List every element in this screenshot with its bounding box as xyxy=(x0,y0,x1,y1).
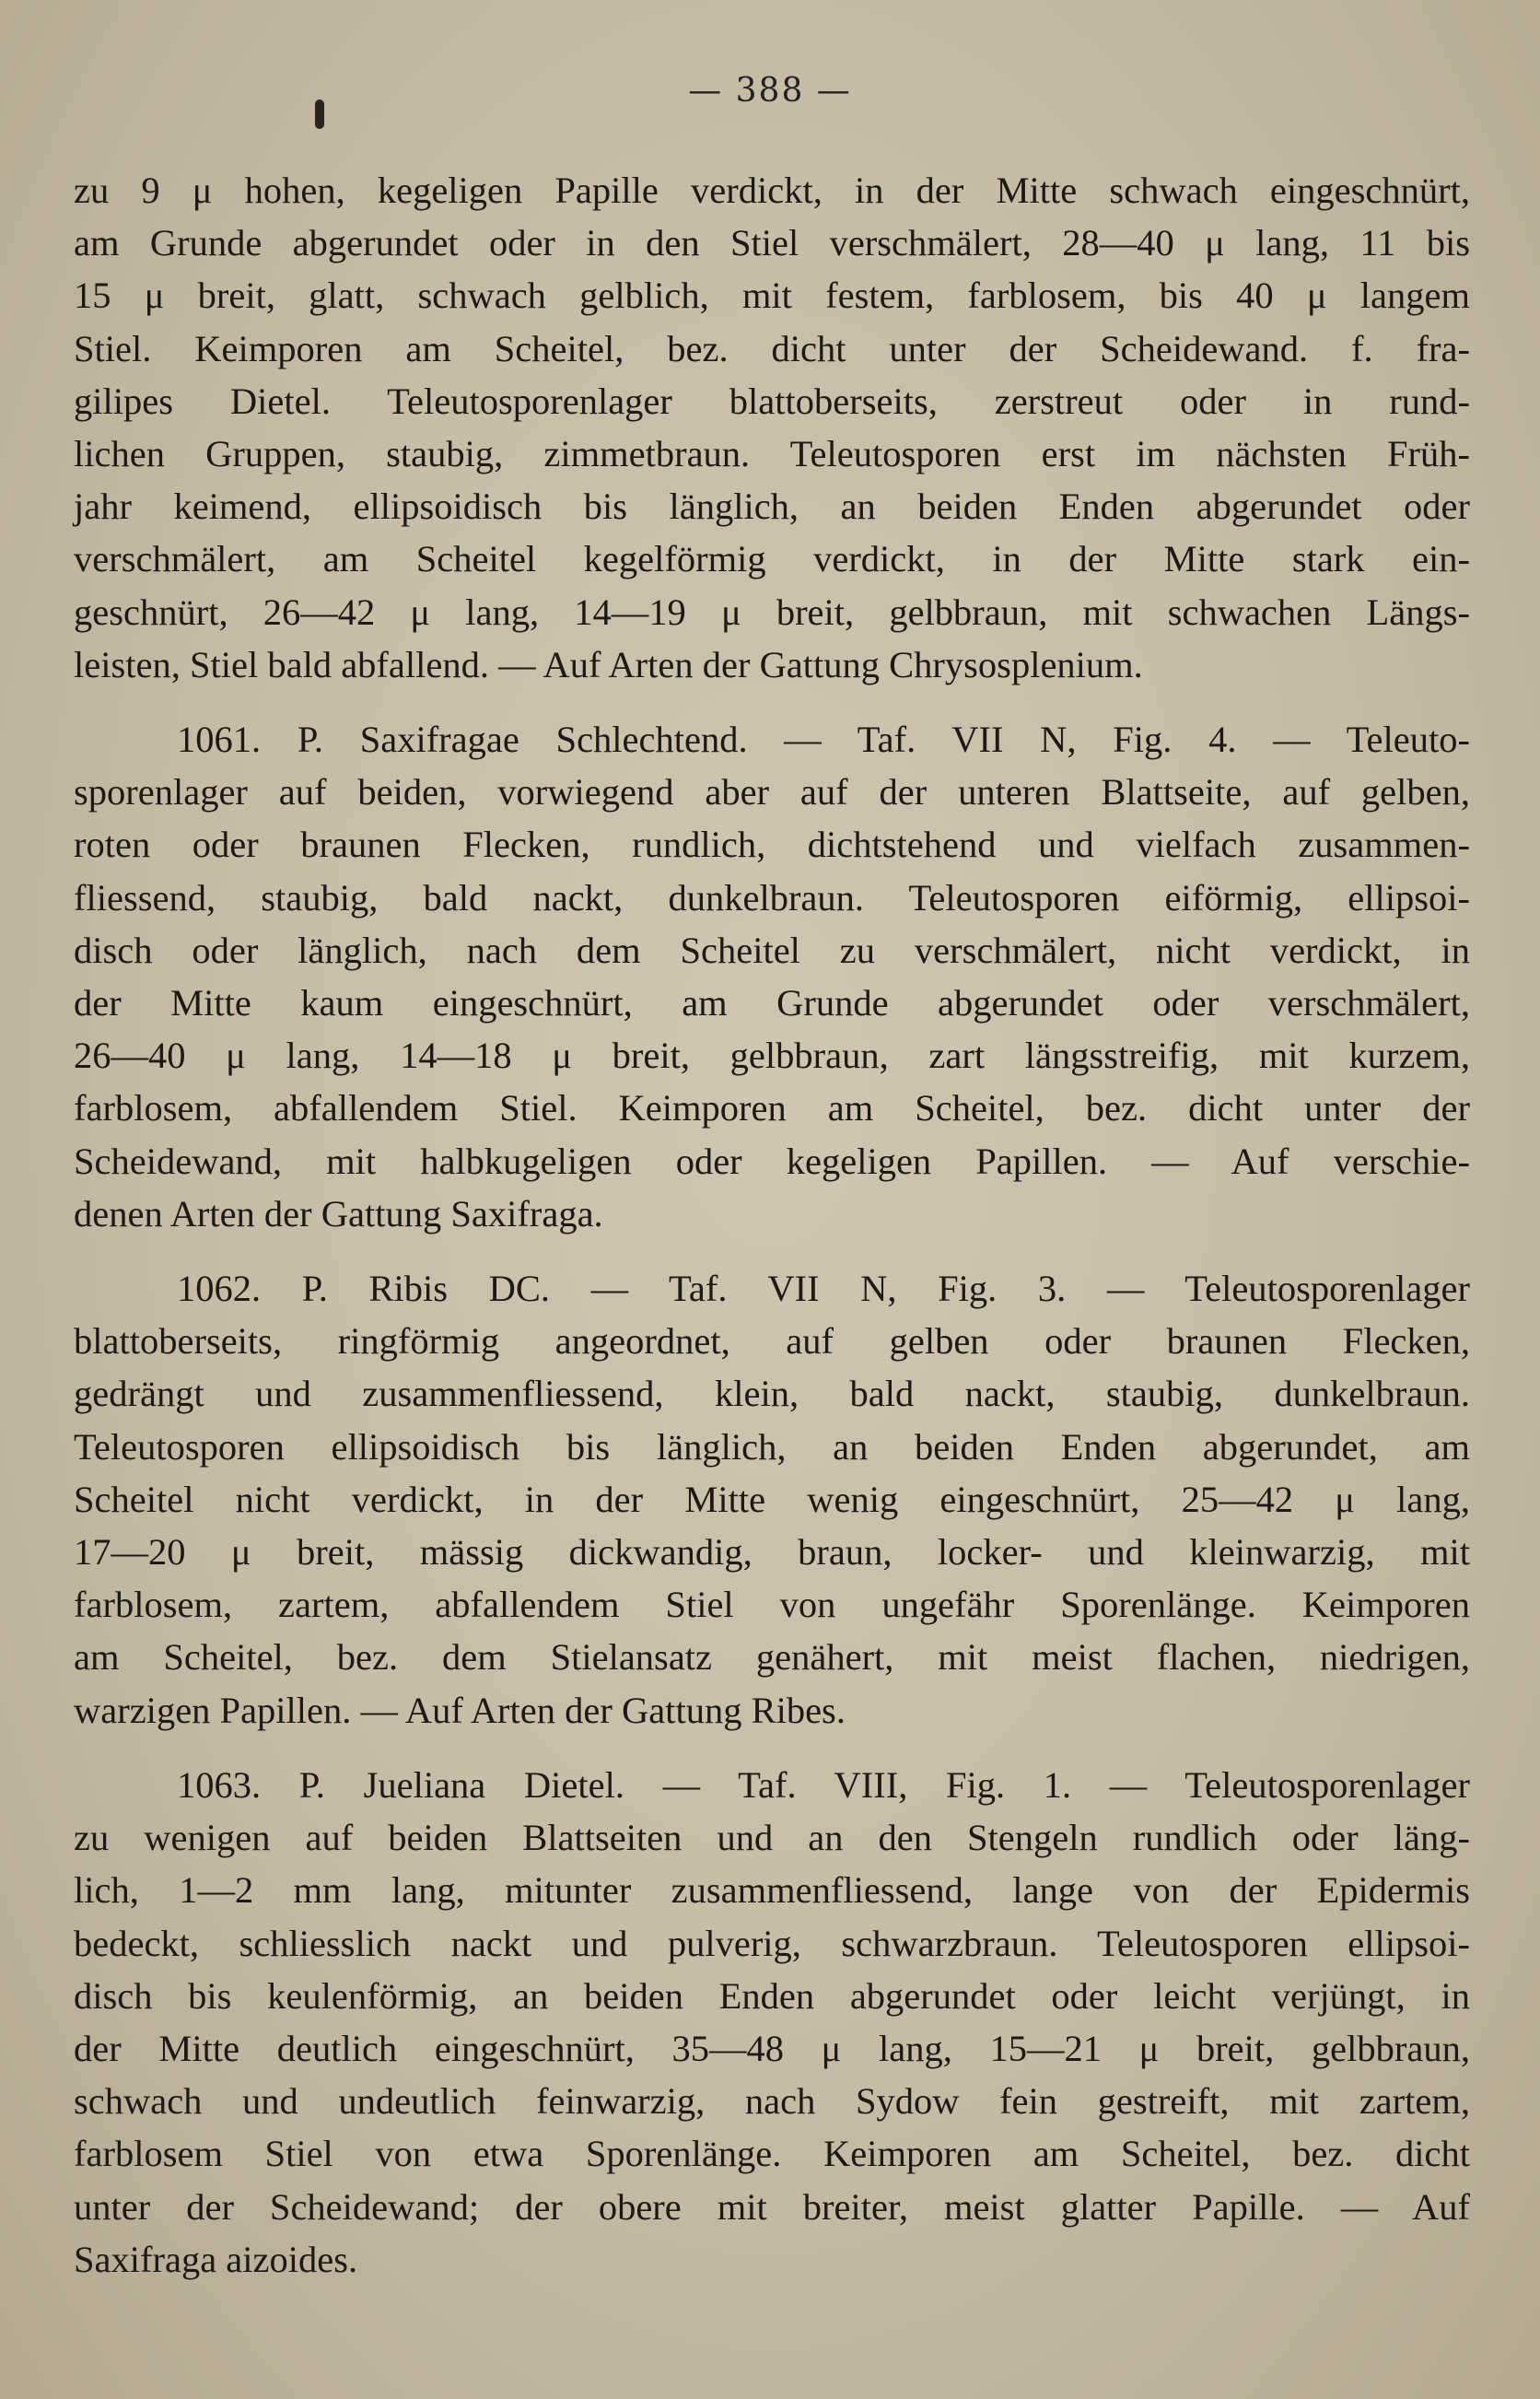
text-line: roten oder braunen Flecken, rundlich, dichtstehend und vielfach zusammen- xyxy=(74,824,1470,866)
text-block xyxy=(74,164,1470,2308)
text-line: gilipes Dietel. Teleutosporenlager blattoberseits, zerstreut oder in rund- xyxy=(74,380,1470,422)
text-line: unter der Scheidewand; der obere mit breiter, meist glatter Papille. — Auf xyxy=(74,2185,1470,2228)
text-line: der Mitte deutlich eingeschnürt, 35—48 μ lang, 15—21 μ breit, gelbbraun, xyxy=(74,2027,1470,2069)
text-line: Stiel. Keimporen am Scheitel, bez. dicht unter der Scheidewand. f. fra- xyxy=(74,327,1470,369)
entry-heading-line: 1062. P. Ribis DC. — Taf. VII N, Fig. 3. — Teleutosporenlager xyxy=(177,1268,1470,1310)
text-line: zu 9 μ hohen, kegeligen Papille verdickt, in der Mitte schwach eingeschnürt, xyxy=(74,170,1470,211)
text-line: Saxifraga aizoides. xyxy=(74,2238,358,2280)
text-line: zu wenigen auf beiden Blattseiten und an den Stengeln rundlich oder läng- xyxy=(74,1817,1470,1859)
text-line: farblosem, abfallendem Stiel. Keimporen am Scheitel, bez. dicht unter der xyxy=(74,1087,1470,1129)
text-line: warzigen Papillen. — Auf Arten der Gattung Ribes. xyxy=(74,1689,846,1731)
text-line: jahr keimend, ellipsoidisch bis länglich, an beiden Enden abgerundet oder xyxy=(74,486,1470,528)
text-line: 15 μ breit, glatt, schwach gelblich, mit festem, farblosem, bis 40 μ langem xyxy=(74,275,1470,317)
entry-heading-line: 1063. P. Jueliana Dietel. — Taf. VIII, Fig. 1. — Teleutosporenlager xyxy=(177,1763,1470,1806)
text-line: Scheitel nicht verdickt, in der Mitte wenig eingeschnürt, 25—42 μ lang, xyxy=(74,1478,1470,1520)
text-line: am Grunde abgerundet oder in den Stiel verschmälert, 28—40 μ lang, 11 bis xyxy=(74,222,1470,264)
text-line: blattoberseits, ringförmig angeordnet, auf gelben oder braunen Flecken, xyxy=(74,1320,1470,1363)
text-line: denen Arten der Gattung Saxifraga. xyxy=(74,1192,603,1235)
text-line: farblosem, zartem, abfallendem Stiel von ungefähr Sporenlänge. Keimporen xyxy=(74,1584,1470,1626)
paragraph-1061-saxifragae xyxy=(74,713,1470,1240)
text-line: sporenlager auf beiden, vorwiegend aber auf der unteren Blattseite, auf gelben, xyxy=(74,771,1470,813)
page-number: — 388 — xyxy=(688,72,852,110)
text-line: schwach und undeutlich feinwarzig, nach Sydow fein gestreift, mit zartem, xyxy=(74,2080,1470,2123)
text-line: am Scheitel, bez. dem Stielansatz genähert, mit meist flachen, niedrigen, xyxy=(74,1636,1470,1679)
text-line: Scheidewand, mit halbkugeligen oder kegeligen Papillen. — Auf verschie- xyxy=(74,1140,1470,1182)
entry-heading-line: 1061. P. Saxifragae Schlechtend. — Taf. VII N, Fig. 4. — Teleuto- xyxy=(177,719,1470,761)
text-line: Teleutosporen ellipsoidisch bis länglich, an beiden Enden abgerundet, am xyxy=(74,1425,1470,1468)
text-line: 26—40 μ lang, 14—18 μ breit, gelbbraun, zart längsstreifig, mit kurzem, xyxy=(74,1035,1470,1077)
text-line: der Mitte kaum eingeschnürt, am Grunde abgerundet oder verschmälert, xyxy=(74,982,1470,1024)
text-line: verschmälert, am Scheitel kegelförmig verdickt, in der Mitte stark ein- xyxy=(74,538,1470,580)
text-line: geschnürt, 26—42 μ lang, 14—19 μ breit, gelbbraun, mit schwachen Längs- xyxy=(74,591,1470,633)
text-line: fliessend, staubig, bald nackt, dunkelbraun. Teleutosporen eiförmig, ellipsoi- xyxy=(74,876,1470,919)
text-line: leisten, Stiel bald abfallend. — Auf Arten der Gattung Chrysosplenium. xyxy=(74,643,1143,685)
text-line: disch oder länglich, nach dem Scheitel zu verschmälert, nicht verdickt, in xyxy=(74,929,1470,971)
text-line: lichen Gruppen, staubig, zimmetbraun. Teleutosporen erst im nächsten Früh- xyxy=(74,433,1470,475)
text-line: bedeckt, schliesslich nackt und pulverig, schwarzbraun. Teleutosporen ellipsoi- xyxy=(74,1922,1470,1964)
text-line: gedrängt und zusammenfliessend, klein, bald nackt, staubig, dunkelbraun. xyxy=(74,1373,1470,1415)
paragraph-1063-jueliana xyxy=(74,1759,1470,2286)
paragraph-chrysosplenium xyxy=(74,164,1470,691)
text-line: 17—20 μ breit, mässig dickwandig, braun, locker- und kleinwarzig, mit xyxy=(74,1531,1470,1574)
text-line: disch bis keulenförmig, an beiden Enden abgerundet oder leicht verjüngt, in xyxy=(74,1974,1470,2017)
text-line: farblosem Stiel von etwa Sporenlänge. Keimporen am Scheitel, bez. dicht xyxy=(74,2133,1470,2175)
text-line: lich, 1—2 mm lang, mitunter zusammenfliessend, lange von der Epidermis xyxy=(74,1869,1470,1912)
paragraph-1062-ribis xyxy=(74,1262,1470,1737)
